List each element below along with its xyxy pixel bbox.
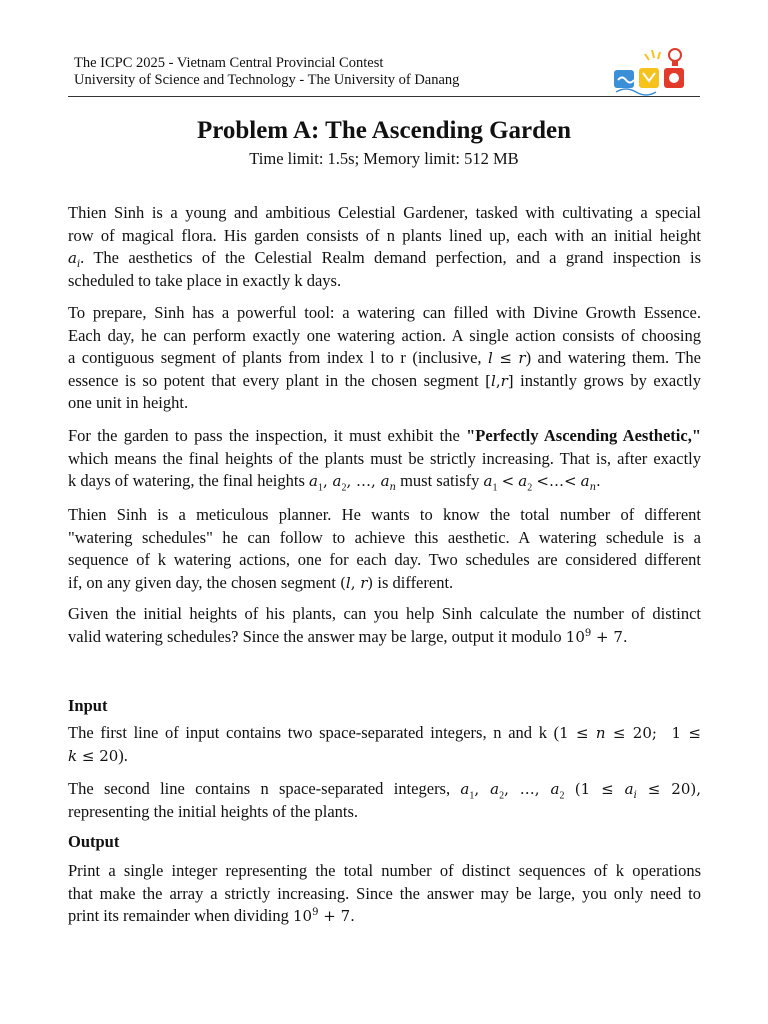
statement-paragraph-2: To prepare, Sinh has a powerful tool: a watering can filled with Divine Growth Essence. Each day, he can perform exactly one watering action. A single action consists of choosing a contiguous segment of plants from index l to r (inclusive, l ≤ r) and watering them. The essence is so potent that every plant in the chosen segment [l,r] instantly grows by exactly one unit in height. <box>68 303 702 412</box>
contest-name: The ICPC 2025 - Vietnam Central Provincial Contest <box>74 55 384 71</box>
output-heading: Output <box>68 832 120 851</box>
statement-paragraph-5: Given the initial heights of his plants, can you help Sinh calculate the number of distinct valid watering schedules? Since the answer may be large, output it modulo $10^9 + 7$. <box>68 604 701 646</box>
university-name: University of Science and Technology - The University of Danang <box>74 72 460 88</box>
problem-limits: Time limit: 1.5s; Memory limit: 512 MB <box>249 149 519 168</box>
page-header <box>74 55 700 97</box>
icpc-logo <box>612 46 688 96</box>
statement-paragraph-1: Thien Sinh is a young and ambitious Celestial Gardener, tasked with cultivating a special row of magical flora. His garden consists of n plants lined up, each with an initial height $a_i$. The aesthetics of the Celestial Realm demand perfection, and a grand inspection is scheduled to take place in exactly k days. <box>68 203 701 290</box>
input-line-1: The first line of input contains two space-separated integers, n and k (1 ≤ n ≤ 20; 1 ≤ k ≤ 20). <box>68 723 701 765</box>
header-divider <box>68 96 700 97</box>
statement-paragraph-3: For the garden to pass the inspection, it must exhibit the "Perfectly Ascending Aesthetic," which means the final heights of the plants must be strictly increasing. That is, after exactly k days of watering, the final heights $a_1$, $a_2$, …, $a_n$ must satisfy $a_1 < a_2$ <…< $a_n$. <box>68 426 701 494</box>
problem-title: Problem A: The Ascending Garden <box>196 117 572 144</box>
output-description: Print a single integer representing the total number of distinct sequences of k operations that make the array a strictly increasing. Since the answer may be large, you only need to print its remainder when dividing $10^9 + 7$. <box>68 861 701 925</box>
input-line-2: The second line contains n space-separated integers, $a_1$, $a_2$, …, $a_2$ $(1 \le a_i \le 20)$, representing the initial heights of the plants. <box>68 779 701 821</box>
statement-paragraph-4: Thien Sinh is a meticulous planner. He wants to know the total number of different "watering schedules" he can follow to achieve this aesthetic. A watering schedule is a sequence of k watering actions, one for each day. Two schedules are considered different if, on any given day, the chosen segment (l, r) is different. <box>68 505 701 592</box>
input-heading: Input <box>68 696 108 715</box>
